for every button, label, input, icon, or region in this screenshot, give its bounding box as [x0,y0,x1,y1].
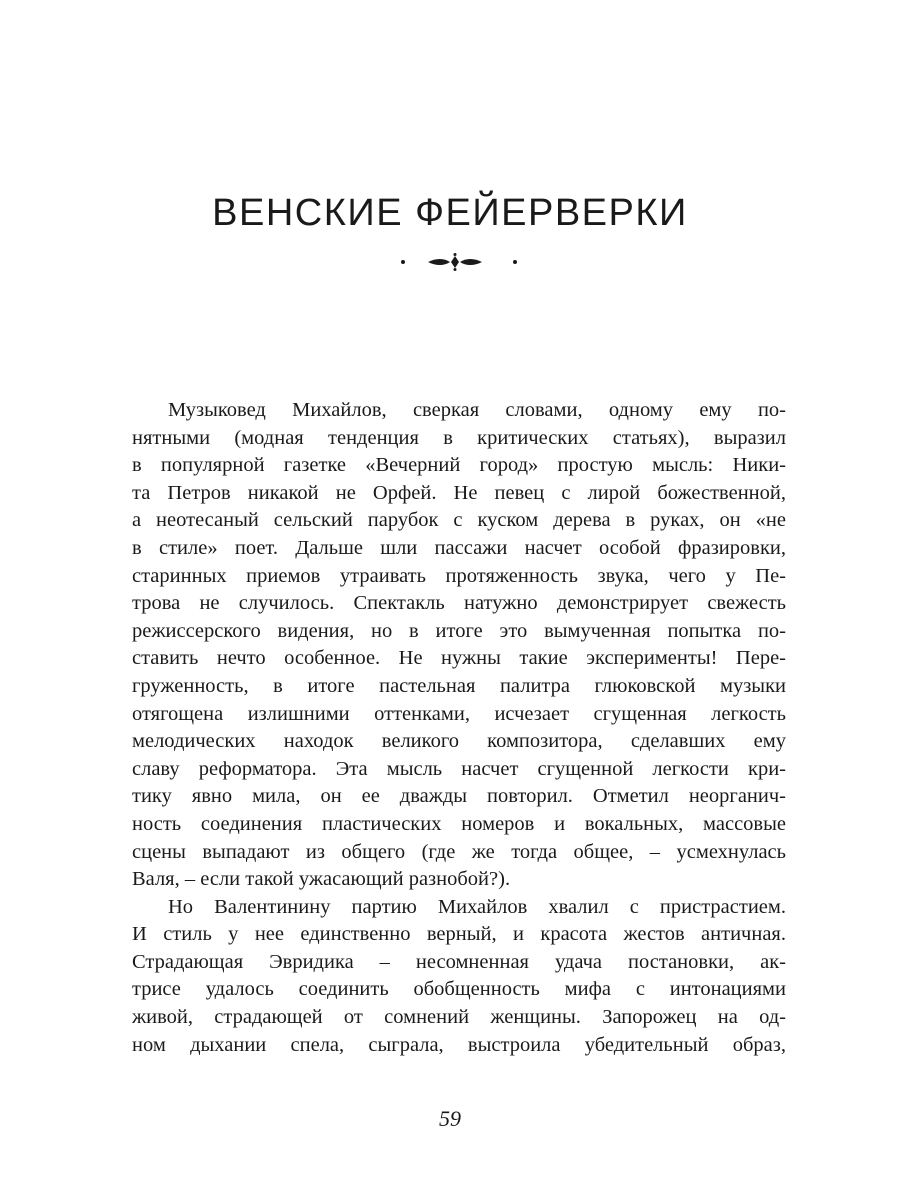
chapter-title: ВЕНСКИЕ ФЕЙЕРВЕРКИ [212,192,688,234]
text-line: тику явно мила, он ее дважды повторил. Отметил неорганич- [132,785,786,808]
text-line: в стиле» поет. Дальше шли пассажи насчет особой фразировки, [132,536,786,559]
text-line: груженность, в итоге пастельная палитра глюковской музыки [132,674,786,697]
text-line: Музыковед Михайлов, сверкая словами, одному ему по- [168,399,786,421]
flourish-divider-icon [310,252,600,272]
text-line: сцены выпадают из общего (где же тогда общее, – усмехнулась [132,840,786,863]
text-line: та Петров никакой не Орфей. Не певец с лирой божественной, [132,481,786,504]
text-line: ставить нечто особенное. Не нужны такие эксперименты! Пере- [132,647,786,670]
text-line: нятными (модная тенденция в критических статьях), выразил [132,426,786,449]
text-line: И стиль у нее единственно верный, и красота жестов античная. [132,923,786,946]
text-line: а неотесаный сельский парубок с куском дерева в руках, он «не [132,509,786,532]
text-line: Валя, – если такой ужасающий разнобой?). [132,868,511,891]
text-line: Страдающая Эвридика – несомненная удача постановки, ак- [132,950,786,973]
text-line: отягощена излишними оттенками, исчезает сгущенная легкость [132,702,786,725]
text-line: мелодических находок великого композитора, сделавших ему [132,730,786,753]
text-line: старинных приемов утраивать протяженность звука, чего у Пе- [132,564,786,587]
text-line: режиссерского видения, но в итоге это вымученная попытка по- [132,619,786,642]
text-line: славу реформатора. Эта мысль насчет сгущенной легкости кри- [132,757,786,780]
text-line: ность соединения пластических номеров и вокальных, массовые [132,812,786,835]
text-line: ном дыхании спела, сыграла, выстроила убедительный образ, [132,1033,786,1056]
text-line: в популярной газетке «Вечерний город» простую мысль: Ники- [132,454,786,477]
text-line: трисе удалось соединить обобщенность мифа с интонациями [132,978,786,1001]
text-line: трова не случилось. Спектакль натужно демонстрирует свежесть [132,592,786,615]
body-text [132,397,786,1059]
text-line: Но Валентинину партию Михайлов хвалил с пристрастием. [168,895,786,918]
page-number: 59 [439,1106,461,1131]
text-line: живой, страдающей от сомнений женщины. Запорожец на од- [132,1006,786,1029]
